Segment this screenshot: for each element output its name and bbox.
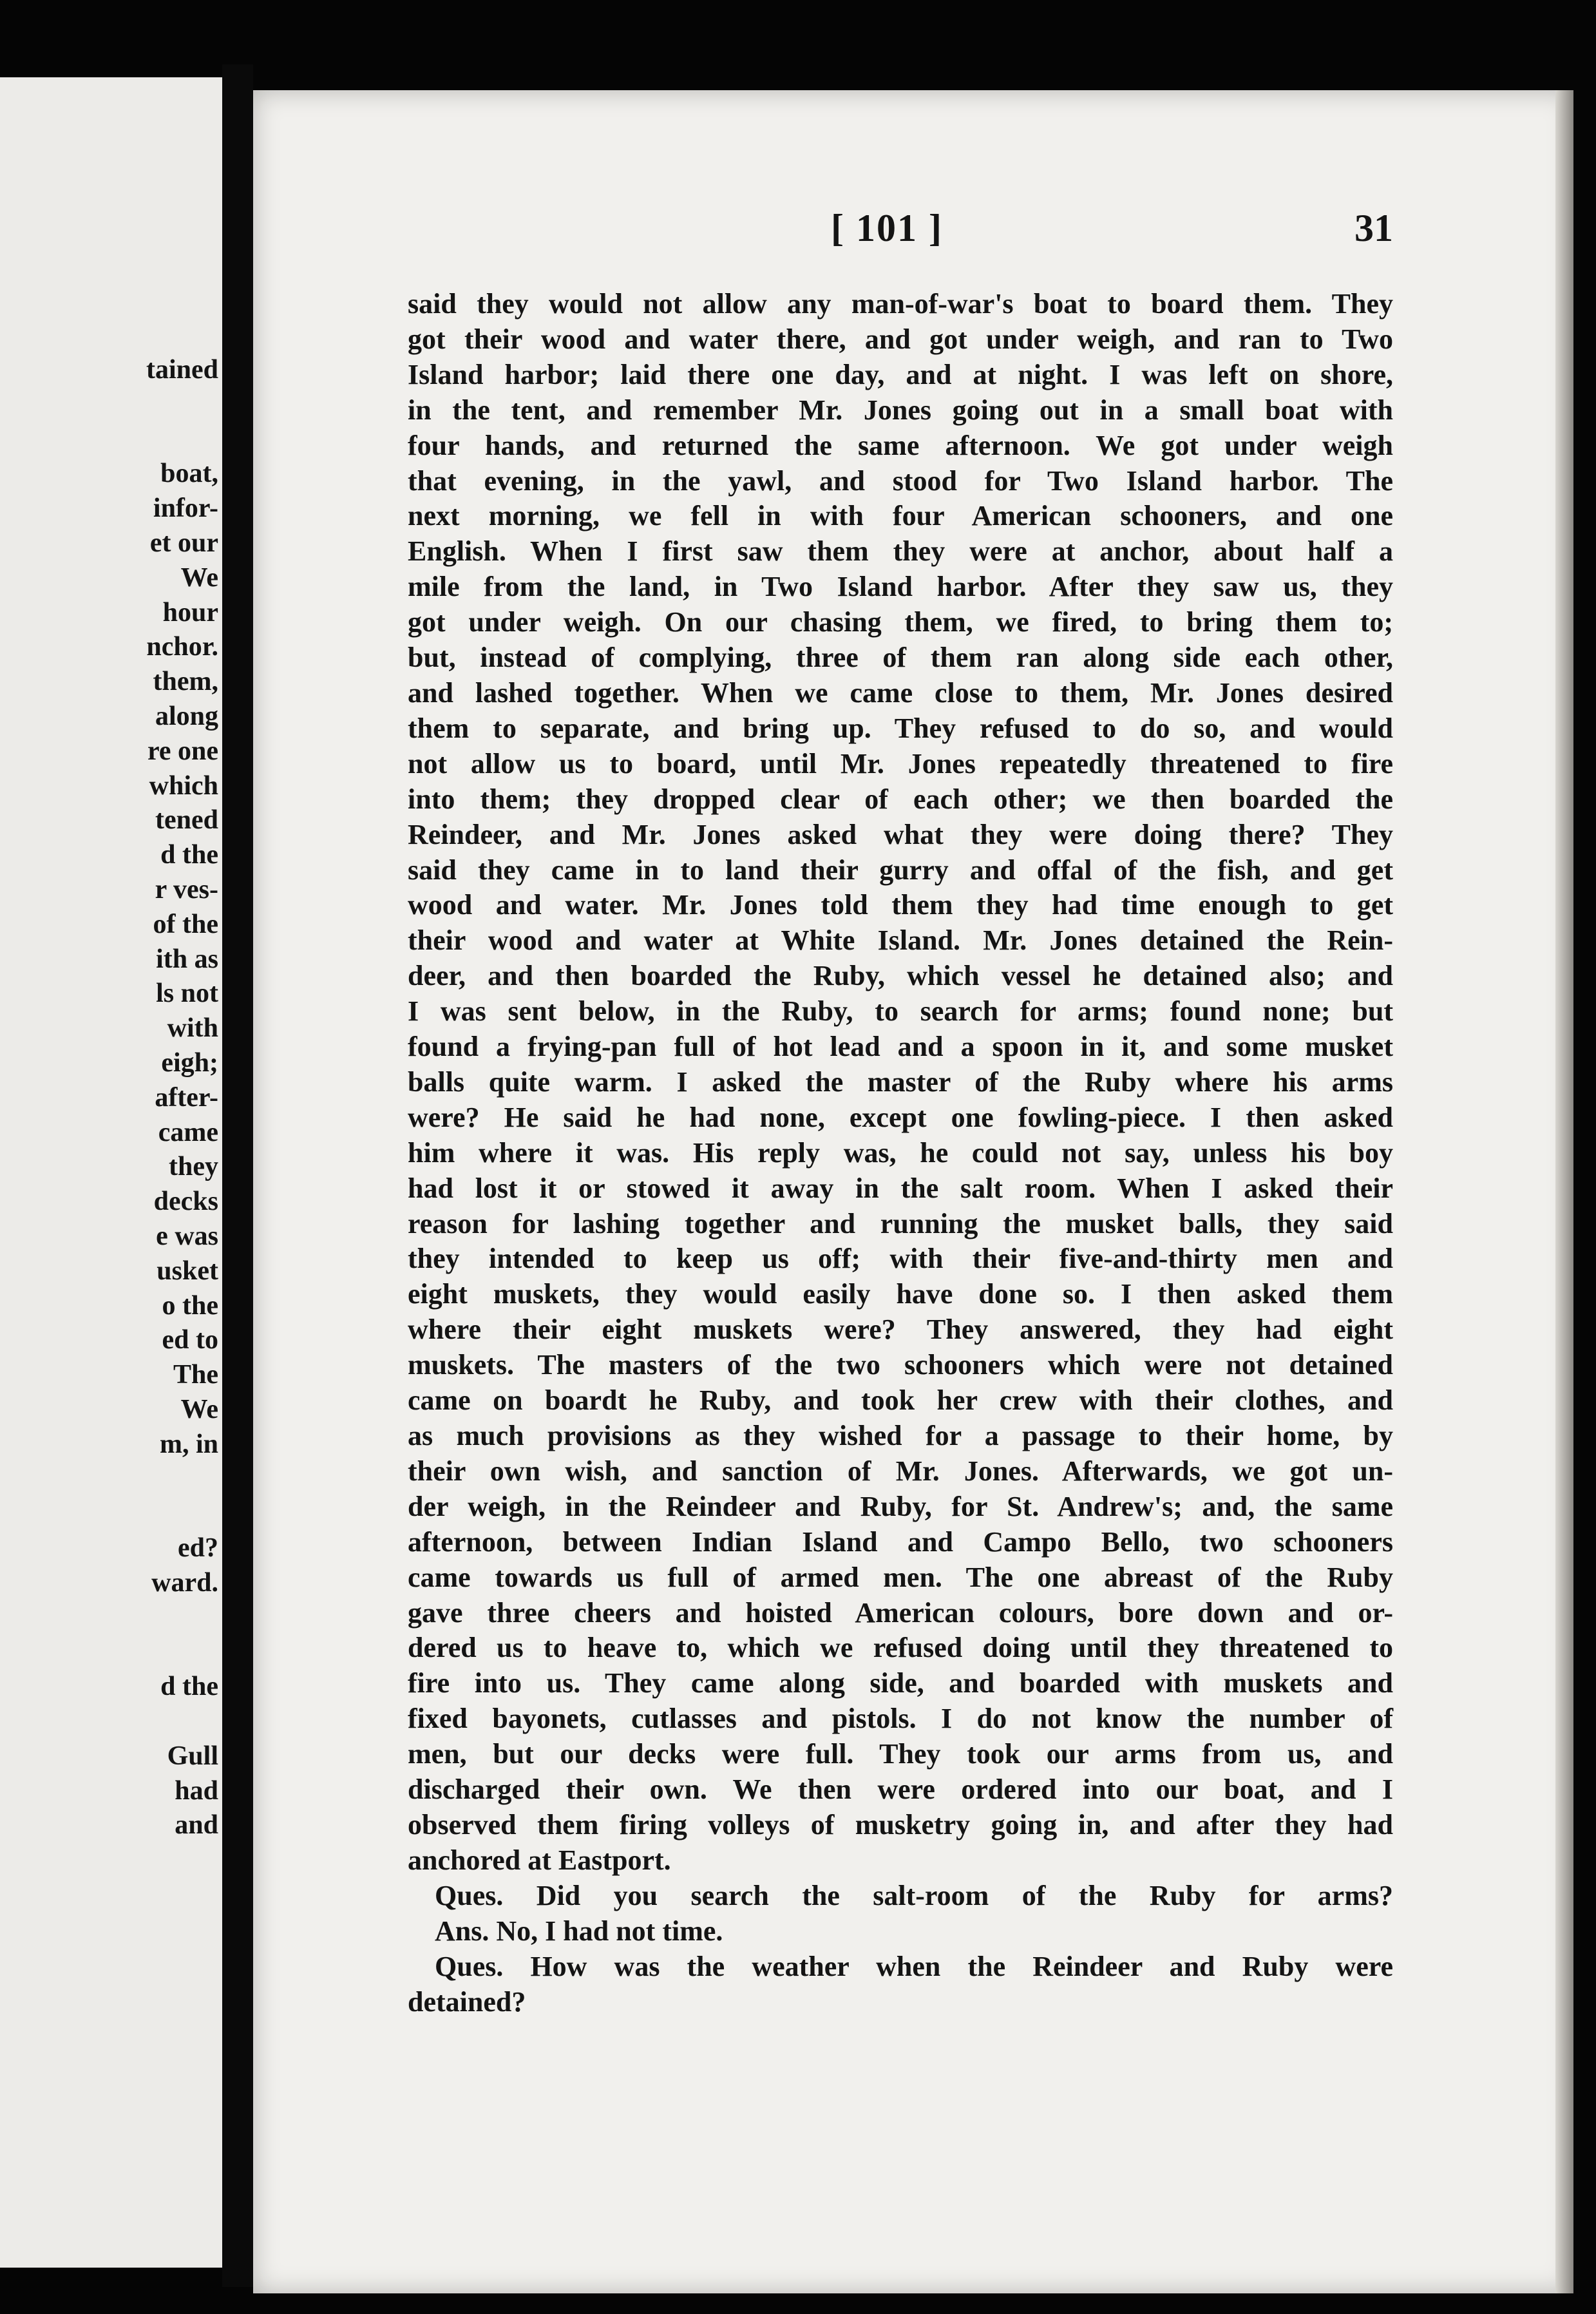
body-line: deer, and then boarded the Ruby, which vessel he detained also; and <box>408 960 1393 992</box>
body-line: said they would not allow any man-of-war's boat to board them. They <box>408 288 1393 320</box>
question-2-line-2: detained? <box>408 1985 526 2018</box>
left-fragment-line: usket <box>157 1256 218 1286</box>
left-fragment-line: came <box>158 1117 218 1147</box>
left-fragment-line: d the <box>160 1672 218 1702</box>
left-fragment-line: ls not <box>156 979 218 1009</box>
body-line: English. When I first saw them they were at anchor, about half a <box>408 535 1393 568</box>
left-fragment-line: them, <box>153 667 218 697</box>
left-fragment-line <box>0 423 218 457</box>
left-fragment-line: et our <box>149 528 218 558</box>
body-line: were? He said he had none, except one fowling-piece. I then asked <box>408 1101 1393 1133</box>
left-fragment-line: o the <box>162 1290 218 1321</box>
body-line: gave three cheers and hoisted American colours, bore down and or- <box>408 1596 1393 1629</box>
question-answer-block <box>408 1879 1393 2020</box>
body-line: der weigh, in the Reindeer and Ruby, for St. Andrew's; and, the same <box>408 1490 1393 1522</box>
body-line: observed them firing volleys of musketry going in, and after they had <box>408 1808 1393 1841</box>
left-fragment-line: had <box>175 1775 218 1806</box>
body-line: fire into us. They came along side, and boarded with muskets and <box>408 1667 1393 1699</box>
left-fragment-line <box>0 1496 218 1531</box>
left-fragment-line: Gull <box>167 1741 218 1771</box>
body-line: got under weigh. On our chasing them, we fired, to bring them to; <box>408 606 1393 638</box>
book-gutter <box>222 64 253 2287</box>
body-line: four hands, and returned the same afternoon. We got under weigh <box>408 429 1393 461</box>
body-line: came on boardt he Ruby, and took her crew with their clothes, and <box>408 1384 1393 1417</box>
body-line: next morning, we fell in with four American schooners, and one <box>408 500 1393 532</box>
body-line: afternoon, between Indian Island and Campo Bello, two schooners <box>408 1525 1393 1558</box>
body-line: reason for lashing together and running the musket balls, they said <box>408 1207 1393 1239</box>
body-line: found a frying-pan full of hot lead and a spoon in it, and some musket <box>408 1031 1393 1063</box>
left-fragment-line: ed to <box>162 1325 218 1355</box>
left-fragment-line: re one <box>147 736 218 766</box>
left-fragment-line: eigh; <box>161 1047 218 1078</box>
body-text <box>408 287 1393 2020</box>
body-line: in the tent, and remember Mr. Jones going out in a small boat with <box>408 394 1393 426</box>
left-fragment-line: ward. <box>151 1567 218 1598</box>
left-fragment-line: ith as <box>156 944 218 974</box>
left-fragment-line <box>0 1601 218 1636</box>
left-fragment-line: boat, <box>160 459 218 489</box>
left-page-text-fragments <box>0 353 218 1843</box>
left-fragment-line <box>0 1462 218 1497</box>
body-line: their own wish, and sanction of Mr. Jones. Afterwards, we got un- <box>408 1455 1393 1487</box>
body-line: but, instead of complying, three of them ran along side each other, <box>408 642 1393 674</box>
answer-1: Ans. No, I had not time. <box>435 1915 723 1947</box>
body-line: into them; they dropped clear of each other; we then boarded the <box>408 783 1393 815</box>
left-fragment-line: m, in <box>159 1429 218 1459</box>
page-number-right: 31 <box>1354 207 1393 249</box>
left-fragment-line: and <box>175 1810 218 1841</box>
left-fragment-line: infor- <box>153 493 218 524</box>
body-line: where their eight muskets were? They answered, they had eight <box>408 1314 1393 1346</box>
body-line: Island harbor; laid there one day, and at night. I was left on shore, <box>408 358 1393 390</box>
left-fragment-line: they <box>169 1152 218 1182</box>
left-fragment-line: decks <box>153 1187 218 1217</box>
body-line: got their wood and water there, and got under weigh, and ran to Two <box>408 323 1393 355</box>
left-fragment-line: hour <box>162 597 218 627</box>
body-line: muskets. The masters of the two schooners which were not detained <box>408 1349 1393 1381</box>
left-page-margin <box>0 77 222 2268</box>
body-line: discharged their own. We then were ordered into our boat, and I <box>408 1774 1393 1806</box>
body-line: said they came in to land their gurry and offal of the fish, and get <box>408 854 1393 886</box>
body-line: I was sent below, in the Ruby, to search for arms; found none; but <box>408 995 1393 1028</box>
right-page <box>253 90 1573 2293</box>
page-header <box>253 206 1573 258</box>
body-line: them to separate, and bring up. They refused to do so, and would <box>408 712 1393 744</box>
body-line: their wood and water at White Island. Mr. Jones detained the Rein- <box>408 924 1393 957</box>
left-fragment-line: after- <box>155 1082 218 1113</box>
body-line: wood and water. Mr. Jones told them they had time enough to get <box>408 889 1393 921</box>
body-line: balls quite warm. I asked the master of the Ruby where his arms <box>408 1066 1393 1098</box>
testimony-paragraph <box>408 287 1393 1879</box>
left-fragment-line <box>0 1705 218 1739</box>
left-fragment-line: along <box>155 701 218 731</box>
left-fragment-line: tened <box>155 805 218 836</box>
left-fragment-line: We <box>180 562 218 593</box>
body-line: fixed bayonets, cutlasses and pistols. I do not know the number of <box>408 1703 1393 1735</box>
left-fragment-line: r ves- <box>155 874 218 904</box>
left-fragment-line <box>0 388 218 423</box>
body-line: and lashed together. When we came close to them, Mr. Jones desired <box>408 676 1393 709</box>
body-line: that evening, in the yawl, and stood for Two Island harbor. The <box>408 464 1393 497</box>
body-line: anchored at Eastport. <box>408 1844 671 1876</box>
body-line: Reindeer, and Mr. Jones asked what they were doing there? They <box>408 818 1393 850</box>
left-fragment-line: d the <box>160 840 218 870</box>
left-fragment-line: ed? <box>178 1533 218 1563</box>
body-line: had lost it or stowed it away in the salt room. When I asked their <box>408 1172 1393 1204</box>
left-fragment-line: The <box>173 1360 218 1390</box>
body-line: mile from the land, in Two Island harbor. After they saw us, they <box>408 571 1393 603</box>
page-edge-shadow <box>1555 90 1573 2293</box>
body-line: not allow us to board, until Mr. Jones repeatedly threatened to fire <box>408 747 1393 779</box>
body-line: came towards us full of armed men. The one abreast of the Ruby <box>408 1561 1393 1593</box>
left-fragment-line: with <box>167 1013 218 1044</box>
body-line: they intended to keep us off; with their five-and-thirty men and <box>408 1243 1393 1275</box>
left-fragment-line: which <box>149 770 218 801</box>
left-fragment-line <box>0 1635 218 1670</box>
left-fragment-line: tained <box>146 355 218 385</box>
left-fragment-line: of the <box>153 909 218 939</box>
body-line: dered us to heave to, which we refused doing until they threatened to <box>408 1632 1393 1664</box>
left-fragment-line: We <box>180 1394 218 1424</box>
question-1: Ques. Did you search the salt-room of the Ruby for arms? <box>435 1879 1393 1911</box>
body-line: him where it was. His reply was, he could not say, unless his boy <box>408 1136 1393 1169</box>
body-line: men, but our decks were full. They took our arms from us, and <box>408 1738 1393 1770</box>
body-line: as much provisions as they wished for a passage to their home, by <box>408 1420 1393 1451</box>
page-number-bracketed: [ 101 ] <box>831 207 943 249</box>
left-fragment-line: nchor. <box>146 632 218 662</box>
body-line: eight muskets, they would easily have done so. I then asked them <box>408 1278 1393 1310</box>
question-2-line-1: Ques. How was the weather when the Reindeer and Ruby were <box>435 1950 1393 1982</box>
left-fragment-line: e was <box>156 1221 218 1251</box>
